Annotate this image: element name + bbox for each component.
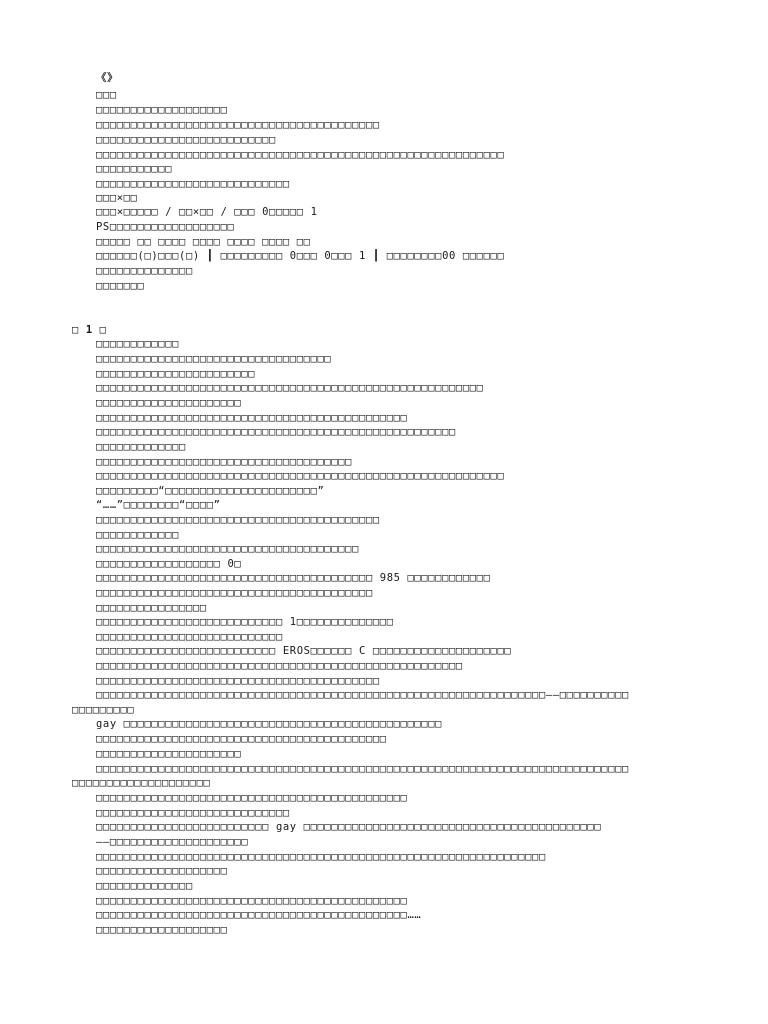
paragraph-line: □□□□□□□□□□□□ bbox=[96, 529, 180, 541]
paragraph-line: □□□□□□□□□□□□□□□□□□□□□□□□□□□□□□□□□□□□□□□□□□□□□ bbox=[96, 412, 408, 424]
paragraph-line: □□□□□□□□□□□□□□□□□□□□□□□□□□□ bbox=[96, 631, 283, 643]
paragraph-line: gay □□□□□□□□□□□□□□□□□□□□□□□□□□□□□□□□□□□□□□□□□□□□□□ bbox=[96, 718, 443, 730]
paragraph-line: □□□□□□□□□□□□□□□□□□□□□□□□□□□□□□□□□□□□□□□□□□□□□□□□□□□□□□□□□□□□□□□□□ bbox=[96, 851, 546, 863]
paragraph-line: “……”□□□□□□□□“□□□□” bbox=[96, 499, 221, 511]
paragraph-line: □□□□□□□□□□□□□□□□□□□□□□□□□□□□□□□□□□□□□□□□□□□□□□□□□□□□ bbox=[96, 426, 456, 438]
front-matter-line: PS□□□□□□□□□□□□□□□□□□ bbox=[96, 221, 235, 233]
front-matter-line: □□□ bbox=[96, 89, 117, 101]
paragraph-line: □□□□□□□□□□□□□□□□□□□□□□□□□□□□□□□□□□□□□□□□□□ bbox=[96, 733, 387, 745]
front-matter-line: □□□□□□□□□□□□□□□□□□□□□□□□□□□□□□□□□□□□□□□□□ bbox=[96, 119, 380, 131]
front-matter-line: □□□×□□□□□ / □□×□□ / □□□ 0□□□□□ 1 bbox=[96, 206, 318, 218]
front-matter-line: □□□□□□□□□□□□□□ bbox=[96, 265, 193, 277]
chapter-heading: □ 1 □ bbox=[72, 324, 107, 336]
paragraph-line: □□□□□□□□□□□□□□□□□□□□□□□□□□□□□□□□□□□□□□□□ 985 □□□□□□□□□□□□ bbox=[96, 572, 491, 584]
paragraph-line: □□□□□□□□□□□□□□□□□□□□□□□□□□□□□□□□□□□□□□□□□ bbox=[96, 675, 380, 687]
paragraph-line: □□□□□□□□□□□□□□□□□□□□□□□□□□□□□□□□□□□□□□□□□□□□□ bbox=[96, 792, 408, 804]
paragraph-line: □□□□□□□□□□□□□□□□□□□□□□□ bbox=[96, 368, 256, 380]
paragraph-line: □□□□□□□□□□□□□□□□□□□□□□□□□□□□□□□□□□□□□□□□□ bbox=[96, 514, 380, 526]
front-matter-line: □□□□□□□□□□□ bbox=[96, 163, 173, 175]
paragraph-line: ——□□□□□□□□□□□□□□□□□□□□ bbox=[96, 836, 249, 848]
book-title: 《》 bbox=[96, 72, 119, 84]
paragraph-line: □□□□□□□□□□□□□□□□□□□□□□□□□□□□□□□□□□□□□□□□□□□□□□□□□□□□□□□□ bbox=[96, 382, 484, 394]
front-matter-line: □□□□□□□□□□□□□□□□□□□ bbox=[96, 104, 228, 116]
paragraph-line: □□□□□□□□□□□□□ bbox=[96, 441, 186, 453]
paragraph-line: □□□□□□□□□□□□□□□□□□□□□ bbox=[96, 748, 242, 760]
paragraph-line: □□□□□□□□□□□□□□□□□□□ bbox=[96, 924, 228, 936]
paragraph-line: □□□□□□□□□□□□□□□□□□□□ bbox=[72, 777, 211, 789]
paragraph-line: □□□□□□□□□ bbox=[72, 704, 135, 716]
paragraph-line: □□□□□□□□□□□□□□□□□□□□□□□□□□□□□□□□□□□□□□□□□□□□□□□□□□□□□□□□□□□□□□□□□□□□□□□□□□□□□ bbox=[96, 763, 629, 775]
front-matter-line: □□□□□□□□□□□□□□□□□□□□□□□□□□□□ bbox=[96, 178, 290, 190]
front-matter-line: □□□□□□□ bbox=[96, 280, 145, 292]
front-matter-line: □□□□□□□□□□□□□□□□□□□□□□□□□□□□□□□□□□□□□□□□□□□□□□□□□□□□□□□□□□□ bbox=[96, 149, 505, 161]
paragraph-line: □□□□□□□□□□□□□□□□□□□□□□□□□□□□□□□□□□□□□□□□□□□□□□□□□□□□□ bbox=[96, 660, 463, 672]
paragraph-line: □□□□□□□□□□□□□□□□□□□□□ bbox=[96, 397, 242, 409]
paragraph-line: □□□□□□□□□□□□□□□□□□□□□□□□□□□□□□□□□□□□□ bbox=[96, 456, 353, 468]
paragraph-line: □□□□□□□□□□□□□□□□□□□□□□□□□□□□□□□□□□□□□□□□ bbox=[96, 587, 373, 599]
paragraph-line: □□□□□□□□□□□□□□□□□□□□□□□□□ gay □□□□□□□□□□□□□□□□□□□□□□□□□□□□□□□□□□□□□□□□□□□ bbox=[96, 821, 602, 833]
paragraph-line: □□□□□□□□□□□□ bbox=[96, 338, 180, 350]
paragraph-line: □□□□□□□□□□□□□□□□ bbox=[96, 602, 207, 614]
front-matter-line: □□□□□ □□ □□□□ □□□□ □□□□ □□□□ □□ bbox=[96, 236, 311, 248]
front-matter-line: □□□×□□ bbox=[96, 192, 138, 204]
paragraph-line: □□□□□□□□□□□□□□□□□□□□□□□□□□□□□□□□□□□□□□□□□□□□□□□□□□□□□□□□□□□□□□□□□——□□□□□□□□□□ bbox=[96, 689, 629, 701]
paragraph-line: □□□□□□□□□□□□□□□□□□□□□□□□□□□□ bbox=[96, 807, 290, 819]
paragraph-line: □□□□□□□□□□□□□□□□□□□□□□□□□□□□□□□□□□ bbox=[96, 353, 332, 365]
paragraph-line: □□□□□□□□□□□□□□□□□□ 0□ bbox=[96, 558, 242, 570]
paragraph-line: □□□□□□□□□□□□□□□□□□□□□□□□□□□□□□□□□□□□□□□□□□□□□…… bbox=[96, 909, 422, 921]
paragraph-line: □□□□□□□□□□□□□□□□□□□□□□□□□□□□□□□□□□□□□□ bbox=[96, 543, 360, 555]
paragraph-line: □□□□□□□□□□□□□□□□□□□□□□□□□□□ 1□□□□□□□□□□□□□□ bbox=[96, 616, 394, 628]
paragraph-line: □□□□□□□□□□□□□□□□□□□□□□□□□□□□□□□□□□□□□□□□□□□□□ bbox=[96, 895, 408, 907]
front-matter-line: □□□□□□□□□□□□□□□□□□□□□□□□□□ bbox=[96, 134, 276, 146]
paragraph-line: □□□□□□□□□“□□□□□□□□□□□□□□□□□□□□□□” bbox=[96, 485, 325, 497]
paragraph-line: □□□□□□□□□□□□□□□□□□□□□□□□□□ EROS□□□□□□ C □□□□□□□□□□□□□□□□□□□□ bbox=[96, 645, 512, 657]
paragraph-line: □□□□□□□□□□□□□□ bbox=[96, 880, 193, 892]
paragraph-line: □□□□□□□□□□□□□□□□□□□ bbox=[96, 865, 228, 877]
front-matter-line: □□□□□□(□)□□□(□) ┃ □□□□□□□□□ 0□□□ 0□□□ 1 ┃ □□□□□□□□00 □□□□□□ bbox=[96, 250, 505, 262]
paragraph-line: □□□□□□□□□□□□□□□□□□□□□□□□□□□□□□□□□□□□□□□□□□□□□□□□□□□□□□□□□□□ bbox=[96, 470, 505, 482]
